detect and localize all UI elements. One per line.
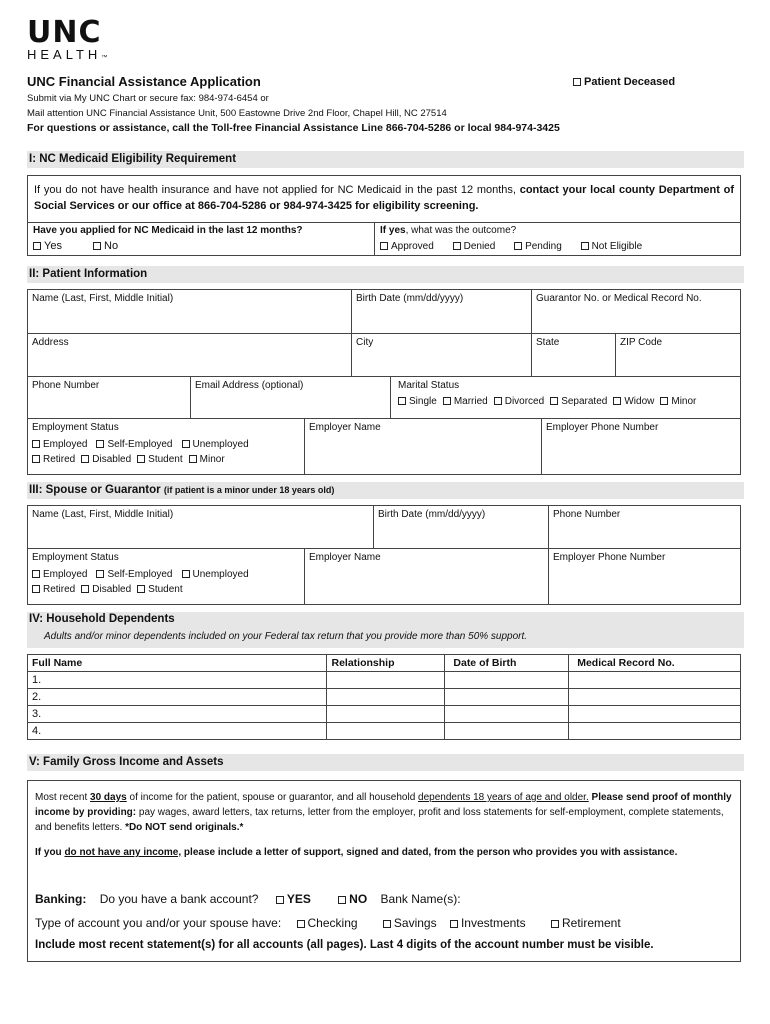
spouse-employer-phone-field[interactable]: [548, 548, 741, 605]
email-field[interactable]: [190, 376, 390, 418]
state-field[interactable]: [531, 333, 615, 376]
checkbox-icon: [182, 440, 190, 448]
checkbox-icon: [33, 242, 41, 250]
dob-cell[interactable]: [445, 723, 569, 740]
option-label: Disabled: [92, 454, 132, 465]
account-type-row: [35, 916, 621, 930]
text-run: *Do NOT send originals.*: [125, 822, 244, 833]
spouse-name-field[interactable]: [27, 505, 373, 548]
section-4-header-band: [27, 612, 744, 648]
employment-employed-option[interactable]: [32, 439, 87, 450]
field-label: Employer Phone Number: [553, 552, 666, 563]
spouse-retired-option[interactable]: [32, 584, 75, 595]
option-label: Investments: [460, 916, 526, 930]
spouse-employment-status-field: [27, 548, 304, 605]
marital-options: [395, 396, 737, 407]
account-investments-option[interactable]: [450, 916, 526, 930]
banking-row: [35, 892, 461, 906]
section-5-box: [27, 780, 741, 962]
medicaid-intro: [34, 182, 734, 214]
option-label: Retirement: [561, 916, 621, 930]
dependent-name-cell[interactable]: [28, 672, 327, 689]
table-header-row: [28, 655, 741, 672]
marital-separated-option[interactable]: [550, 396, 607, 407]
relationship-cell[interactable]: [327, 706, 445, 723]
logo-sub: HEALTH: [27, 47, 102, 62]
submit-instructions: Submit via My UNC Chart or secure fax: 984-974-6454 or: [27, 93, 269, 104]
applied-yes-option[interactable]: [33, 240, 62, 252]
checkbox-icon: [573, 78, 581, 86]
employer-phone-field[interactable]: [541, 418, 741, 475]
divider: [28, 222, 740, 223]
section-1-heading: I: NC Medicaid Eligibility Requirement: [27, 151, 744, 168]
text-run: pay wages, award letters, tax returns, letter from the employer, profit and loss statements for self-employment, complete statements, and benefits letters.: [35, 807, 724, 833]
option-label: Single: [409, 396, 437, 407]
field-label: Birth Date (mm/dd/yyyy): [356, 293, 464, 304]
field-label: Address: [32, 337, 69, 348]
checkbox-icon: [398, 397, 406, 405]
outcome-question: [380, 225, 516, 236]
col-relationship: Relationship: [327, 655, 445, 672]
option-label: Savings: [393, 916, 437, 930]
checkbox-icon: [93, 242, 101, 250]
section-2-heading: II: Patient Information: [27, 266, 744, 283]
checkbox-icon: [380, 242, 388, 250]
checkbox-icon: [96, 570, 104, 578]
zip-field[interactable]: [615, 333, 741, 376]
applied-no-option[interactable]: [93, 240, 118, 252]
option-label: Yes: [44, 240, 62, 252]
intro-bold-text: contact your local county Department of Social Services or our office at 866-704-5286 or 984-974-3425 for eligibility screening.: [34, 184, 734, 212]
relationship-cell[interactable]: [327, 689, 445, 706]
patient-info-grid: [27, 289, 741, 475]
table-row: [28, 672, 741, 689]
spouse-phone-field[interactable]: [548, 505, 741, 548]
checkbox-icon: [550, 397, 558, 405]
employment-disabled-option[interactable]: [81, 454, 131, 465]
dob-cell[interactable]: [445, 672, 569, 689]
spouse-employment-options-row1: [32, 569, 300, 580]
row-number: 4.: [32, 725, 42, 737]
col-date-of-birth: Date of Birth: [445, 655, 569, 672]
field-label: Name (Last, First, Middle Initial): [32, 509, 174, 520]
field-label: Employer Phone Number: [546, 422, 659, 433]
option-label: Employed: [43, 569, 88, 580]
field-label: Birth Date (mm/dd/yyyy): [378, 509, 486, 520]
table-row: [28, 723, 741, 740]
employment-minor-option[interactable]: [189, 454, 225, 465]
marital-married-option[interactable]: [443, 396, 488, 407]
unc-health-logo: [27, 15, 108, 65]
employment-unemployed-option[interactable]: [182, 439, 249, 450]
patient-birth-date-field[interactable]: [351, 289, 531, 333]
checkbox-icon: [494, 397, 502, 405]
logo-brand: UNC: [27, 15, 102, 50]
marital-divorced-option[interactable]: [494, 396, 544, 407]
employment-options-row2: [32, 454, 300, 465]
option-label: Divorced: [504, 396, 545, 407]
field-label: Email Address (optional): [195, 380, 304, 391]
checkbox-icon: [32, 585, 40, 593]
no-income-instructions: [35, 845, 725, 860]
text-run: please include a letter of support, signed and dated, from the person who provides you with assistance.: [181, 847, 678, 858]
relationship-cell[interactable]: [327, 672, 445, 689]
patient-deceased-checkbox[interactable]: [573, 76, 675, 88]
checkbox-icon: [297, 920, 305, 928]
option-label: No: [104, 240, 119, 252]
account-type-question: Type of account you and/or your spouse have:: [35, 916, 282, 930]
checkbox-icon: [32, 455, 40, 463]
banking-question: Do you have a bank account?: [99, 892, 259, 906]
text-run: of income for the patient, spouse or guarantor, and all household: [126, 792, 419, 803]
option-label: Married: [453, 396, 488, 407]
spouse-info-grid: [27, 505, 741, 605]
address-field[interactable]: [27, 333, 351, 376]
account-savings-option[interactable]: [383, 916, 437, 930]
option-label: Separated: [561, 396, 608, 407]
dependents-table: [27, 654, 741, 740]
mrn-cell[interactable]: [569, 689, 741, 706]
account-checking-option[interactable]: [297, 916, 358, 930]
checkbox-icon: [551, 920, 559, 928]
checkbox-icon: [81, 455, 89, 463]
employment-status-field: [27, 418, 304, 475]
option-label: Pending: [525, 241, 562, 252]
section-1-box: [27, 175, 741, 256]
outcome-pending-option[interactable]: [514, 241, 562, 252]
spouse-unemployed-option[interactable]: [182, 569, 249, 580]
spouse-self-employed-option[interactable]: [96, 569, 172, 580]
dob-cell[interactable]: [445, 706, 569, 723]
bank-yes-option[interactable]: [276, 892, 311, 906]
text-run: Most recent: [35, 792, 91, 803]
bank-no-option[interactable]: [338, 892, 367, 906]
option-label: Student: [148, 584, 183, 595]
spouse-employed-option[interactable]: [32, 569, 87, 580]
section-5-heading: V: Family Gross Income and Assets: [27, 754, 744, 771]
outcome-approved-option[interactable]: [380, 241, 434, 252]
text-run: 30 days: [90, 792, 127, 803]
employment-retired-option[interactable]: [32, 454, 75, 465]
relationship-cell[interactable]: [327, 723, 445, 740]
text-run: If you: [35, 847, 65, 858]
option-label: NO: [349, 892, 368, 906]
field-label: Employer Name: [309, 422, 381, 433]
text-run: Please send proof of monthly income by providing:: [35, 792, 732, 818]
dob-cell[interactable]: [445, 689, 569, 706]
option-label: Unemployed: [192, 439, 249, 450]
option-label: Minor: [671, 396, 697, 407]
heading-note: (if patient is a minor under 18 years old): [163, 485, 335, 495]
row-number: 1.: [32, 674, 42, 686]
checkbox-icon: [338, 896, 346, 904]
phone-field[interactable]: [27, 376, 190, 418]
marital-status-field: [390, 376, 741, 418]
option-label: Approved: [391, 241, 434, 252]
banking-label: Banking:: [35, 892, 87, 906]
field-label: State: [536, 337, 560, 348]
applied-options: [33, 240, 127, 252]
col-full-name: Full Name: [28, 655, 327, 672]
row-number: 2.: [32, 691, 42, 703]
mail-instructions: Mail attention UNC Financial Assistance Unit, 500 Eastowne Drive 2nd Floor, Chapel Hill, NC 27514: [27, 108, 447, 119]
dependent-name-cell[interactable]: [28, 706, 327, 723]
checkbox-icon: [81, 585, 89, 593]
spouse-birth-date-field[interactable]: [373, 505, 548, 548]
option-label: Self-Employed: [107, 569, 173, 580]
heading-text: III: Spouse or Guarantor: [29, 484, 164, 496]
form-title: UNC Financial Assistance Application: [27, 74, 261, 89]
field-label: Employment Status: [32, 422, 119, 433]
guarantor-number-field[interactable]: [531, 289, 741, 333]
checkbox-icon: [383, 920, 391, 928]
option-label: Widow: [624, 396, 655, 407]
employment-student-option[interactable]: [137, 454, 182, 465]
field-label: Guarantor No. or Medical Record No.: [536, 293, 702, 304]
spouse-student-option[interactable]: [137, 584, 182, 595]
option-label: Retired: [43, 454, 76, 465]
outcome-options: [380, 241, 651, 252]
field-label: Phone Number: [32, 380, 100, 391]
intro-text: If you do not have health insurance and have not applied for NC Medicaid in the past 12 months,: [34, 184, 520, 196]
patient-name-field[interactable]: [27, 289, 351, 333]
checkbox-icon: [514, 242, 522, 250]
option-label: Checking: [307, 916, 358, 930]
field-label: City: [356, 337, 374, 348]
spouse-disabled-option[interactable]: [81, 584, 131, 595]
checkbox-icon: [453, 242, 461, 250]
checkbox-icon: [660, 397, 668, 405]
table-row: [28, 706, 741, 723]
assistance-line: For questions or assistance, call the Toll-free Financial Assistance Line 866-704-5286 or local 984-974-3425: [27, 122, 560, 134]
outcome-question-rest: , what was the outcome?: [405, 225, 517, 236]
employment-self-employed-option[interactable]: [96, 439, 172, 450]
field-label: Employment Status: [32, 552, 119, 563]
income-instructions: [35, 790, 735, 835]
marital-minor-option[interactable]: [660, 396, 696, 407]
mrn-cell[interactable]: [569, 672, 741, 689]
field-label: Phone Number: [553, 509, 621, 520]
checkbox-icon: [137, 455, 145, 463]
row-number: 3.: [32, 708, 42, 720]
marital-widow-option[interactable]: [613, 396, 654, 407]
field-label: ZIP Code: [620, 337, 663, 348]
col-medical-record: Medical Record No.: [569, 655, 741, 672]
statement-requirement: Include most recent statement(s) for all accounts (all pages). Last 4 digits of the account number must be visible.: [35, 939, 654, 951]
table-row: [28, 689, 741, 706]
patient-deceased-label: Patient Deceased: [584, 76, 676, 88]
option-label: Employed: [43, 439, 88, 450]
section-4-subheading: Adults and/or minor dependents included on your Federal tax return that you provide more than 50% support.: [44, 631, 528, 642]
field-label: Employer Name: [309, 552, 381, 563]
bank-names-label: Bank Name(s):: [380, 892, 461, 906]
employer-name-field[interactable]: [304, 418, 541, 475]
option-label: Unemployed: [192, 569, 249, 580]
option-label: Self-Employed: [107, 439, 173, 450]
option-label: Disabled: [92, 584, 132, 595]
checkbox-icon: [276, 896, 284, 904]
spouse-employment-options-row2: [32, 584, 300, 595]
checkbox-icon: [581, 242, 589, 250]
applied-question: Have you applied for NC Medicaid in the last 12 months?: [33, 225, 303, 236]
divider: [374, 222, 375, 255]
option-label: YES: [286, 892, 311, 906]
account-retirement-option[interactable]: [551, 916, 621, 930]
dependent-name-cell[interactable]: [28, 723, 327, 740]
checkbox-icon: [443, 397, 451, 405]
option-label: Not Eligible: [591, 241, 643, 252]
option-label: Denied: [463, 241, 496, 252]
city-field[interactable]: [351, 333, 531, 376]
outcome-denied-option[interactable]: [453, 241, 496, 252]
option-label: Retired: [43, 584, 76, 595]
section-4-heading: IV: Household Dependents: [29, 613, 175, 625]
checkbox-icon: [189, 455, 197, 463]
checkbox-icon: [96, 440, 104, 448]
spouse-employer-name-field[interactable]: [304, 548, 548, 605]
checkbox-icon: [32, 440, 40, 448]
field-label: Name (Last, First, Middle Initial): [32, 293, 174, 304]
text-run: dependents 18 years of age and older.: [418, 792, 589, 803]
text-run: do not have any income,: [64, 847, 182, 858]
section-3-heading: [27, 482, 744, 499]
logo-tm: ™: [101, 55, 108, 61]
option-label: Student: [148, 454, 183, 465]
checkbox-icon: [32, 570, 40, 578]
checkbox-icon: [137, 585, 145, 593]
employment-options-row1: [32, 439, 300, 450]
checkbox-icon: [450, 920, 458, 928]
outcome-not-eligible-option[interactable]: [581, 241, 643, 252]
dependent-name-cell[interactable]: [28, 689, 327, 706]
outcome-question-bold: If yes: [380, 225, 406, 236]
mrn-cell[interactable]: [569, 723, 741, 740]
option-label: Minor: [199, 454, 225, 465]
checkbox-icon: [613, 397, 621, 405]
checkbox-icon: [182, 570, 190, 578]
marital-single-option[interactable]: [398, 396, 437, 407]
field-label: Marital Status: [398, 380, 460, 391]
mrn-cell[interactable]: [569, 706, 741, 723]
